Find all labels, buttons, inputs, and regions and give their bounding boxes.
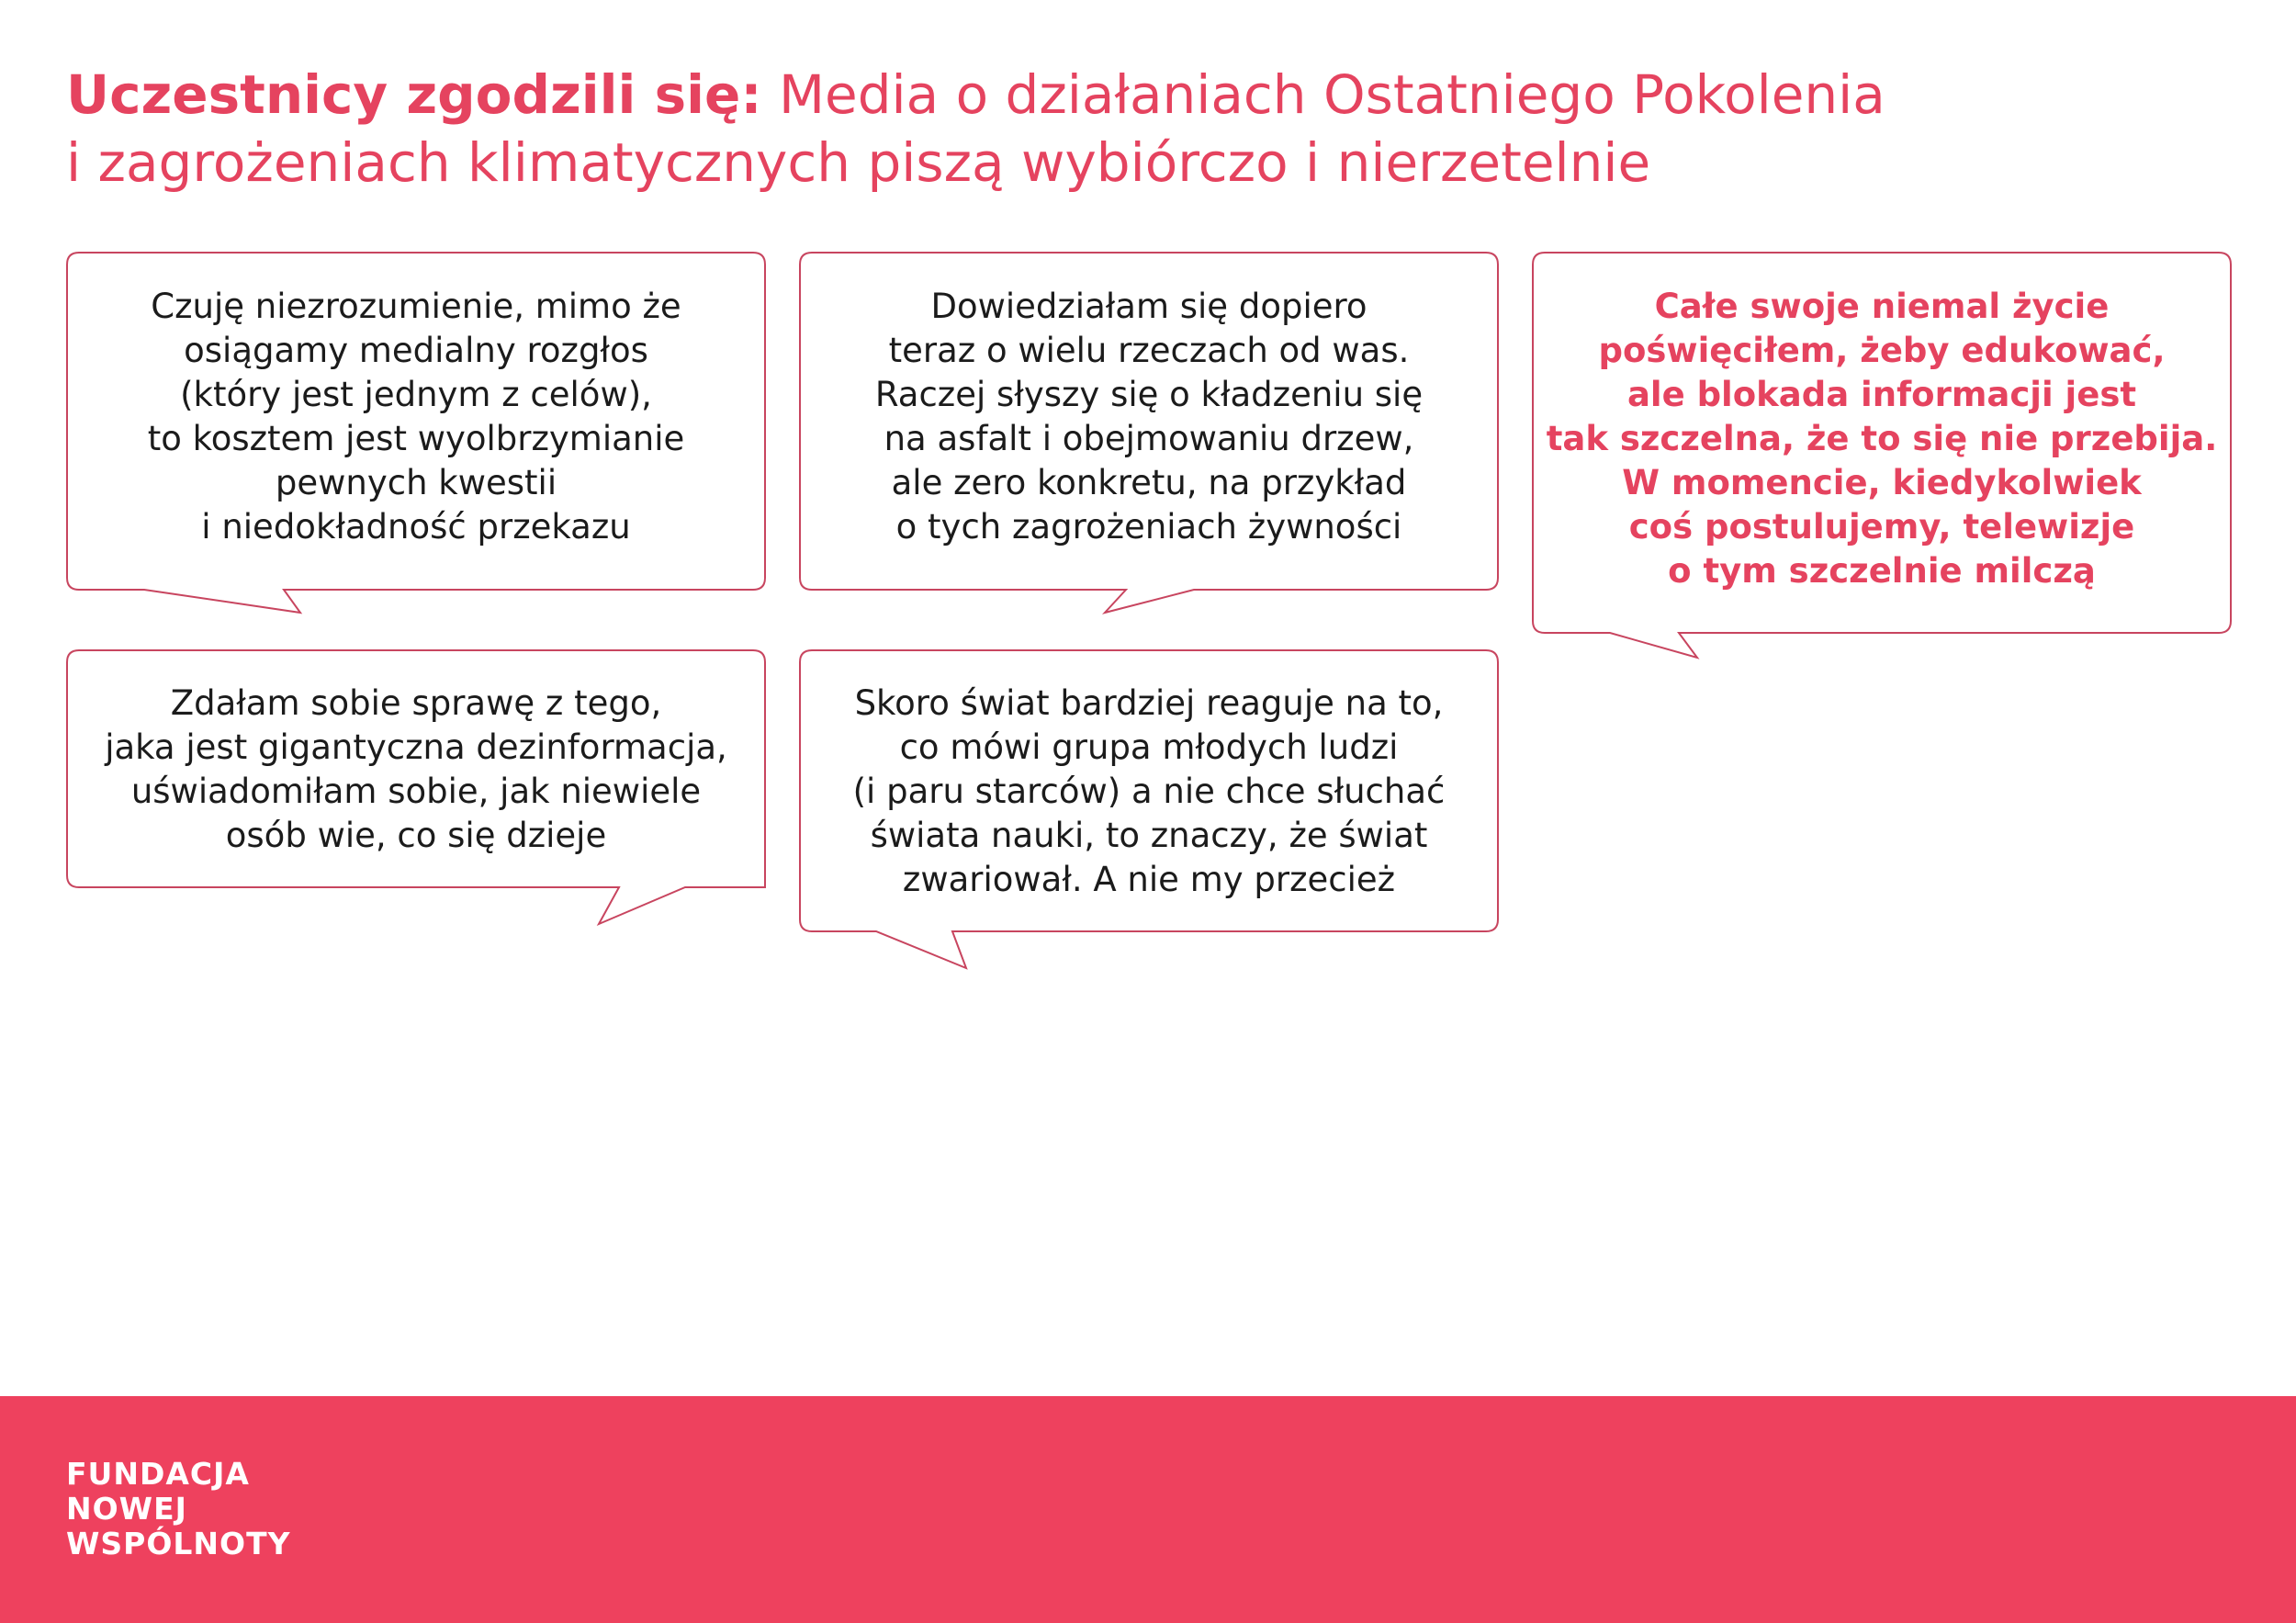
footer-bar bbox=[0, 1396, 2296, 1623]
title-lead: Uczestnicy zgodzili się: bbox=[66, 63, 762, 126]
quote-bubble-1 bbox=[66, 252, 766, 615]
quote-text: Skoro świat bardziej reaguje na to, co mówi grupa młodych ludzi (i paru starców) a nie chce słuchać świata nauki, to znaczy, że świat zwariował. A nie my przecież bbox=[852, 683, 1446, 899]
quote-text: Całe swoje niemal życie poświęciłem, żeby edukować, ale blokada informacji jest tak szczelna, że to się nie przebija. W momencie, kiedykolwiek coś postulujemy, telewizje o tym szczelnie milczą bbox=[1546, 287, 2218, 591]
quote-bubble-5 bbox=[799, 649, 1499, 971]
quote-bubble-4 bbox=[66, 649, 766, 927]
title-text-line1: Media o działaniach Ostatniego Pokolenia bbox=[778, 63, 1885, 126]
quote-text: Zdałam sobie sprawę z tego, jaka jest gigantyczna dezinformacja, uświadomiłam sobie, jak niewiele osób wie, co się dzieje bbox=[105, 683, 727, 855]
foundation-logo: FUNDACJA NOWEJ WSPÓLNOTY bbox=[66, 1456, 291, 1561]
quote-text: Dowiedziałam się dopiero teraz o wielu rzeczach od was. Raczej słyszy się o kładzeniu się na asfalt i obejmowaniu drzew, ale zero konkretu, na przykład o tych zagrożeniach żywności bbox=[874, 287, 1424, 547]
title-text-line2: i zagrożeniach klimatycznych piszą wybiórczo i nierzetelnie bbox=[66, 131, 1651, 194]
quote-bubble-3 bbox=[1532, 252, 2232, 659]
page-title bbox=[66, 61, 2178, 197]
quote-text: Czuję niezrozumienie, mimo że osiągamy medialny rozgłos (który jest jednym z celów), to kosztem jest wyolbrzymianie pewnych kwestii i niedokładność przekazu bbox=[147, 287, 685, 547]
quote-bubble-2 bbox=[799, 252, 1499, 615]
